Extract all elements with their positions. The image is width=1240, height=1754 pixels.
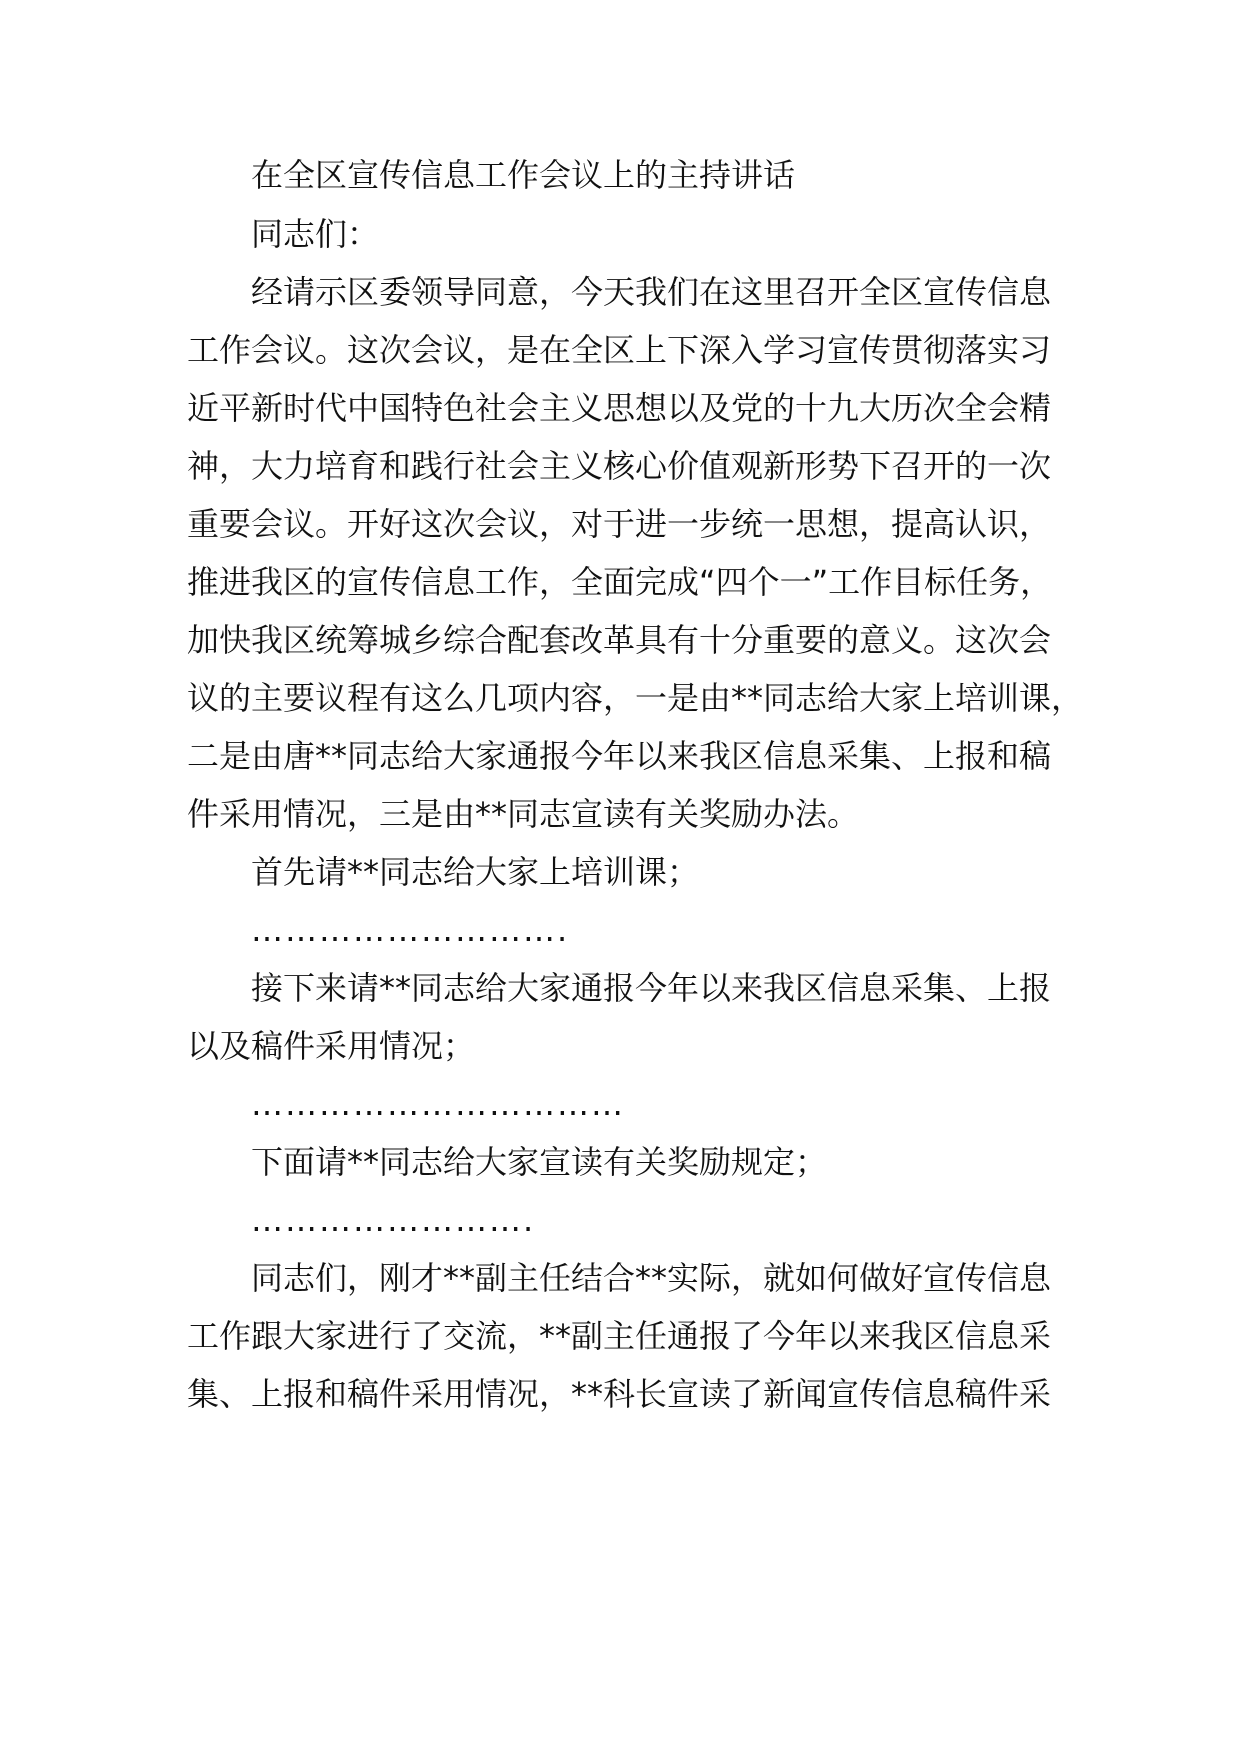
paragraph-line: 近平新时代中国特色社会主义思想以及党的十九大历次全会精 — [187, 389, 1052, 427]
paragraph-line: 二是由唐**同志给大家通报今年以来我区信息采集、上报和稿 — [187, 737, 1052, 775]
closing-paragraph-line: 工作跟大家进行了交流，**副主任通报了今年以来我区信息采 — [187, 1317, 1052, 1355]
paragraph-line: 议的主要议程有这么几项内容，一是由**同志给大家上培训课， — [187, 679, 1084, 717]
paragraph-line: 经请示区委领导同意，今天我们在这里召开全区宣传信息 — [251, 273, 1052, 311]
paragraph-line: 神，大力培育和践行社会主义核心价值观新形势下召开的一次 — [187, 447, 1052, 485]
agenda-item-2-line: 以及稿件采用情况； — [187, 1027, 476, 1065]
agenda-item-2-line: 接下来请**同志给大家通报今年以来我区信息采集、上报 — [251, 969, 1052, 1007]
ellipsis-separator: ……………………. — [251, 1201, 536, 1239]
paragraph-line: 工作会议。这次会议，是在全区上下深入学习宣传贯彻落实习 — [187, 331, 1052, 369]
paragraph-line: 重要会议。开好这次会议，对于进一步统一思想，提高认识， — [187, 505, 1052, 543]
closing-paragraph-line: 同志们，刚才**副主任结合**实际，就如何做好宣传信息 — [251, 1259, 1052, 1297]
paragraph-line: 加快我区统筹城乡综合配套改革具有十分重要的意义。这次会 — [187, 621, 1052, 659]
salutation: 同志们： — [251, 215, 380, 253]
agenda-item-1: 首先请**同志给大家上培训课； — [251, 853, 700, 891]
ellipsis-separator: ………………………. — [251, 911, 570, 949]
agenda-item-3: 下面请**同志给大家宣读有关奖励规定； — [251, 1143, 828, 1181]
ellipsis-separator: …………………………… — [251, 1085, 625, 1123]
paragraph-line: 件采用情况，三是由**同志宣读有关奖励办法。 — [187, 795, 860, 833]
paragraph-line: 推进我区的宣传信息工作，全面完成“四个一”工作目标任务， — [187, 563, 1053, 601]
closing-paragraph-line: 集、上报和稿件采用情况，**科长宣读了新闻宣传信息稿件采 — [187, 1375, 1052, 1413]
document-title: 在全区宣传信息工作会议上的主持讲话 — [251, 156, 796, 194]
